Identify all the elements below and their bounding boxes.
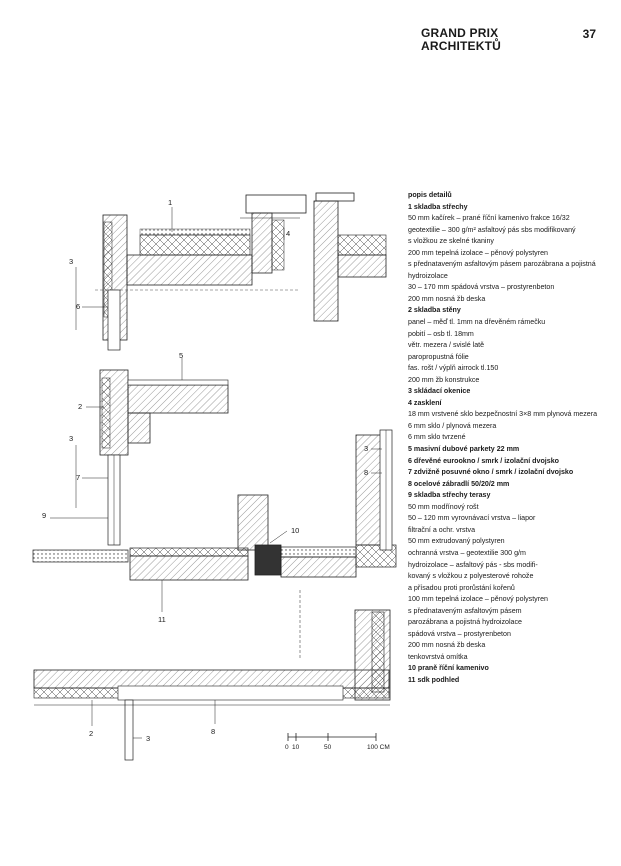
legend-line: 6 dřevěné eurookno / smrk / izolační dvojsko <box>408 456 559 465</box>
callout-label: 3 <box>146 734 151 743</box>
legend-line: 100 mm tepelná izolace – pěnový polystyren <box>408 595 548 604</box>
legend-line: 200 mm nosná žb deska <box>408 641 486 650</box>
legend-line: 2 skladba stěny <box>408 306 461 315</box>
wall-floor-section <box>100 290 228 545</box>
callout-label: 2 <box>78 402 83 411</box>
scale-tick-label: 100 CM <box>367 744 390 751</box>
plan-section <box>34 610 390 760</box>
legend-line: 6 mm sklo tvrzené <box>408 433 466 442</box>
legend-line: 30 – 170 mm spádová vrstva – prostyrenbeton <box>408 283 555 292</box>
scale-tick-label: 10 <box>292 744 300 751</box>
callout-label: 6 <box>76 302 81 311</box>
terrace-section <box>33 430 396 660</box>
legend-line: 9 skladba střechy terasy <box>408 491 491 500</box>
page-number: 37 <box>582 27 596 41</box>
legend-line: geotextilie – 300 g/m² asfaltový pás sbs modifikovaný <box>408 225 576 234</box>
legend-line: 8 ocelové zábradlí 50/20/2 mm <box>408 479 510 488</box>
legend-line: 50 mm kačírek – prané říční kamenivo frakce 16/32 <box>408 214 570 223</box>
legend-line: 200 mm žb konstrukce <box>408 375 480 384</box>
legend-line: a přísadou proti prorůstání kořenů <box>408 583 515 592</box>
callout-label: 10 <box>291 526 300 535</box>
callout-label: 1 <box>168 198 173 207</box>
callout-label: 9 <box>42 511 47 520</box>
callout-label: 11 <box>158 615 166 624</box>
legend-line: 50 mm extrudovaný polystyren <box>408 537 505 546</box>
legend-line: 10 praně říční kamenivo <box>408 664 489 673</box>
callout-label: 8 <box>211 727 216 736</box>
legend-line: 6 mm sklo / plynová mezera <box>408 421 497 430</box>
legend-line: 200 mm tepelná izolace – pěnový polystyren <box>408 248 548 257</box>
scale-bar <box>288 733 376 741</box>
legend-line: větr. mezera / svislé latě <box>408 341 485 350</box>
legend-line: filtrační a ochr. vrstva <box>408 525 476 534</box>
legend-line: parozábrana a pojistná hydroizolace <box>408 618 522 627</box>
legend-line: popis detailů <box>408 191 452 199</box>
legend-line: 1 skladba střechy <box>408 202 468 211</box>
legend-line: kovaný s vložkou z polyesterové rohože <box>408 572 534 581</box>
legend-line: panel – měď tl. 1mm na dřevěném rámečku <box>408 318 546 327</box>
callout-label: 4 <box>286 229 291 238</box>
callout-label: 2 <box>89 729 94 738</box>
magazine-title-line1: GRAND PRIX <box>421 26 499 40</box>
roof-section <box>95 193 386 340</box>
detail-legend <box>408 190 613 687</box>
legend-line: 200 mm nosná žb deska <box>408 294 486 303</box>
callout-label: 3 <box>69 434 74 443</box>
legend-line: pobití – osb tl. 18mm <box>408 329 474 338</box>
legend-line: s přednataveným asfaltovým pásem parozábrana a pojistná <box>408 260 596 269</box>
scale-tick-label: 50 <box>324 744 332 751</box>
callout-label: 3 <box>364 444 369 453</box>
legend-line: 4 zasklení <box>408 398 442 407</box>
callout-label: 3 <box>69 257 74 266</box>
magazine-title-line2: ARCHITEKTŮ <box>421 39 501 53</box>
legend-line: 5 masivní dubové parkety 22 mm <box>408 445 520 454</box>
legend-line: tenkovrstvá omítka <box>408 652 468 661</box>
legend-line: 3 skládací okenice <box>408 387 471 396</box>
legend-line: 50 mm modřínový rošt <box>408 502 479 511</box>
callout-label: 5 <box>179 351 184 360</box>
legend-line: hydroizolace – asfaltový pás - sbs modifi- <box>408 560 538 569</box>
legend-line: ochranná vrstva – geotextilie 300 g/m <box>408 548 526 557</box>
callout-label: 8 <box>364 468 369 477</box>
legend-line: s přednataveným asfaltovým pásem <box>408 606 522 615</box>
legend-line: fas. rošt / výplň airrock tl.150 <box>408 364 499 373</box>
legend-line: paropropustná fólie <box>408 352 469 361</box>
legend-line: s vložkou ze skelné tkaniny <box>408 237 494 246</box>
legend-line: 7 zdvižně posuvné okno / smrk / izolační dvojsko <box>408 468 574 477</box>
legend-line: 11 sdk podhled <box>408 675 460 684</box>
callout-label: 7 <box>76 473 81 482</box>
legend-line: spádová vrstva – prostyrenbeton <box>408 629 511 638</box>
legend-line: 50 – 120 mm vyrovnávací vrstva – liapor <box>408 514 536 523</box>
scale-tick-label: 0 <box>285 744 289 751</box>
page-header <box>421 27 596 53</box>
legend-line: hydroizolace <box>408 271 448 280</box>
legend-line: 18 mm vrstvené sklo bezpečnostní 3×8 mm plynová mezera <box>408 410 598 419</box>
